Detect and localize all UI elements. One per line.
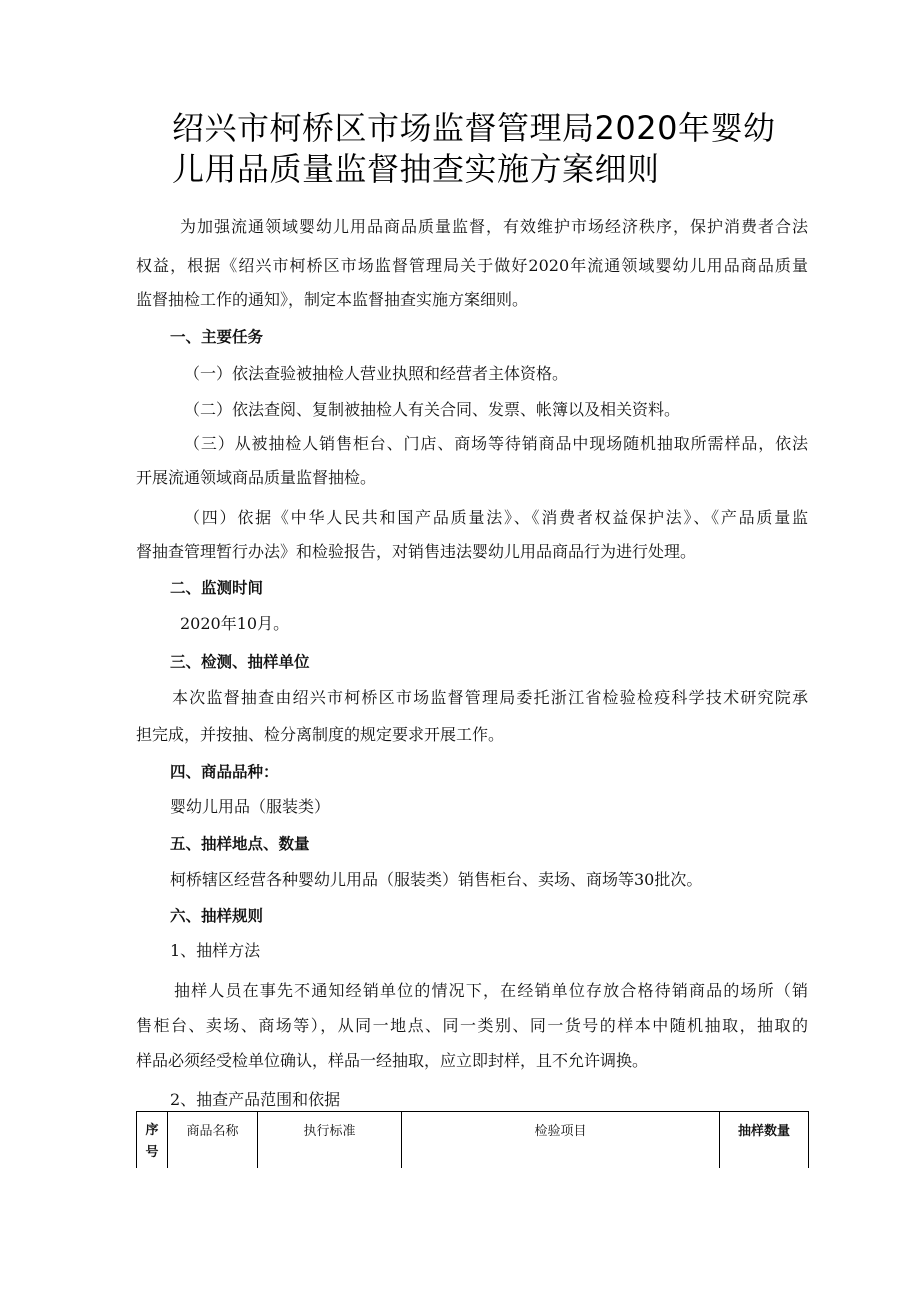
header-seq-char-2: 号 <box>145 1145 159 1160</box>
intro-line-3: 监督抽检工作的通知》，制定本监督抽查实施方案细则。 <box>136 290 529 309</box>
header-cell-items: 检验项目 <box>402 1112 720 1168</box>
section-1-item-3-line-1: （三）从被抽检人销售柜台、门店、商场等待销商品中现场随机抽取所需样品，依法 <box>184 434 808 453</box>
header-cell-product-name: 商品名称 <box>168 1112 258 1168</box>
header-cell-standard: 执行标准 <box>258 1112 402 1168</box>
section-6-sub-1-line-1: 抽样人员在事先不通知经销单位的情况下，在经销单位存放合格待销商品的场所（销 <box>174 981 808 1000</box>
section-1-heading: 一、主要任务 <box>170 328 264 346</box>
table-header-row <box>137 1112 809 1168</box>
inspection-table <box>136 1111 809 1168</box>
intro-line-2: 权益，根据《绍兴市柯桥区市场监督管理局关于做好2020年流通领域婴幼儿用品商品质量 <box>136 256 808 275</box>
section-6-sub-2: 2、抽查产品范围和依据 <box>170 1090 341 1109</box>
section-2-heading: 二、监测时间 <box>170 579 264 597</box>
section-3-line-1: 本次监督抽查由绍兴市柯桥区市场监督管理局委托浙江省检验检疫科学技术研究院承 <box>172 688 808 707</box>
section-6-sub-1: 1、抽样方法 <box>170 941 261 960</box>
header-seq-char-1: 序 <box>145 1123 159 1138</box>
section-1-item-4-line-1: （四）依据《中华人民共和国产品质量法》、《消费者权益保护法》、《产品质量监 <box>184 508 808 527</box>
section-2-content: 2020年10月。 <box>180 614 290 633</box>
section-6-sub-1-line-3: 样品必须经受检单位确认，样品一经抽取，应立即封样，且不允许调换。 <box>136 1051 649 1070</box>
section-5-content: 柯桥辖区经营各种婴幼儿用品（服装类）销售柜台、卖场、商场等30批次。 <box>170 870 703 889</box>
section-4-content: 婴幼儿用品（服装类） <box>170 797 331 816</box>
section-1-item-2: （二）依法查阅、复制被抽检人有关合同、发票、帐簿以及相关资料。 <box>184 400 681 419</box>
section-6-sub-1-line-2: 售柜台、卖场、商场等），从同一地点、同一类别、同一货号的样本中随机抽取，抽取的 <box>136 1016 808 1035</box>
section-1-item-4-line-2: 督抽查管理暂行办法》和检验报告，对销售违法婴幼儿用品商品行为进行处理。 <box>136 542 697 561</box>
section-5-heading: 五、抽样地点、数量 <box>170 835 310 853</box>
section-1-item-3-line-2: 开展流通领域商品质量监督抽检。 <box>136 468 377 487</box>
header-cell-quantity: 抽样数量 <box>720 1112 809 1168</box>
section-3-heading: 三、检测、抽样单位 <box>170 653 310 671</box>
section-3-line-2: 担完成，并按抽、检分离制度的规定要求开展工作。 <box>136 725 505 744</box>
title-line-2: 儿用品质量监督抽查实施方案细则 <box>172 150 660 188</box>
section-6-heading: 六、抽样规则 <box>170 907 264 925</box>
document-title <box>172 108 822 190</box>
section-1-item-1: （一）依法查验被抽检人营业执照和经营者主体资格。 <box>184 364 569 383</box>
header-cell-seq <box>137 1112 168 1168</box>
section-4-heading: 四、商品品种： <box>170 763 279 781</box>
title-line-1: 绍兴市柯桥区市场监督管理局2020年婴幼 <box>172 109 776 147</box>
intro-line-1: 为加强流通领域婴幼儿用品商品质量监督，有效维护市场经济秩序，保护消费者合法 <box>180 217 808 236</box>
